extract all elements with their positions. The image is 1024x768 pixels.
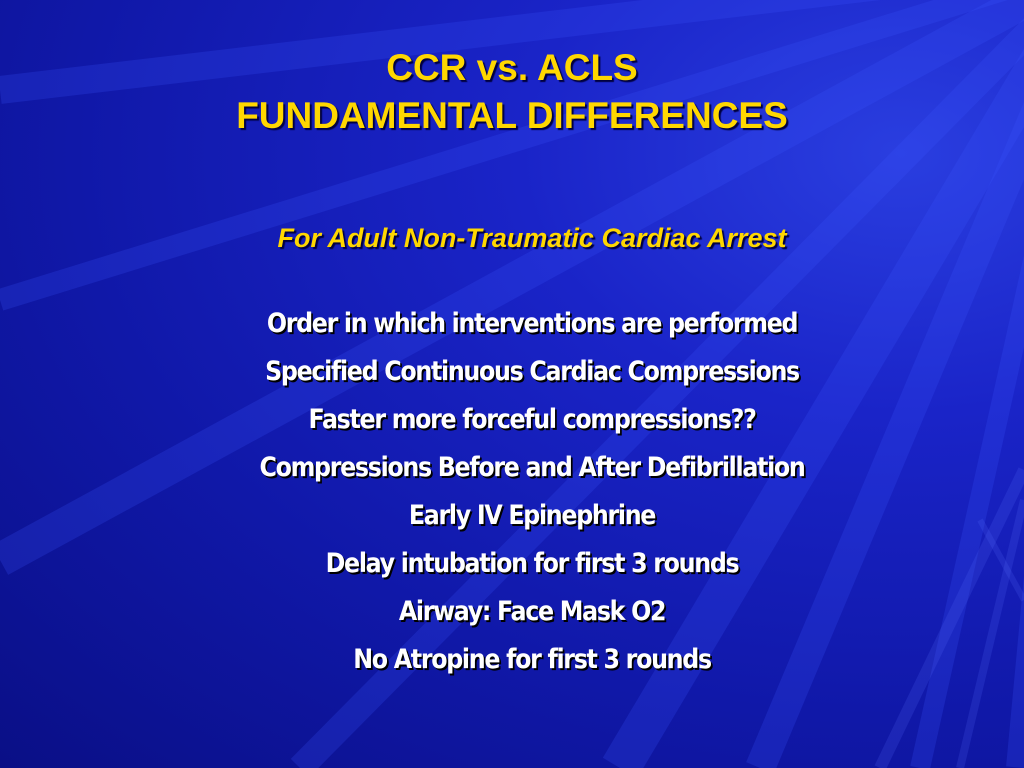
- title-line-1: CCR vs. ACLS: [386, 47, 638, 88]
- list-item: Order in which interventions are performed: [266, 308, 798, 339]
- slide-subtitle: For Adult Non-Traumatic Cardiac Arrest: [277, 223, 787, 253]
- slide-title: [0, 44, 1024, 140]
- list-item: Airway: Face Mask O2: [398, 596, 666, 627]
- title-line-2: FUNDAMENTAL DIFFERENCES: [236, 95, 788, 136]
- list-item: Compressions Before and After Defibrillation: [259, 452, 805, 483]
- differences-list: [64, 300, 1000, 684]
- list-item: Delay intubation for first 3 rounds: [325, 548, 739, 579]
- list-item: Faster more forceful compressions??: [308, 404, 756, 435]
- list-item: Specified Continuous Cardiac Compressions: [265, 356, 799, 387]
- list-item: No Atropine for first 3 rounds: [353, 644, 711, 675]
- list-item: Early IV Epinephrine: [408, 500, 656, 531]
